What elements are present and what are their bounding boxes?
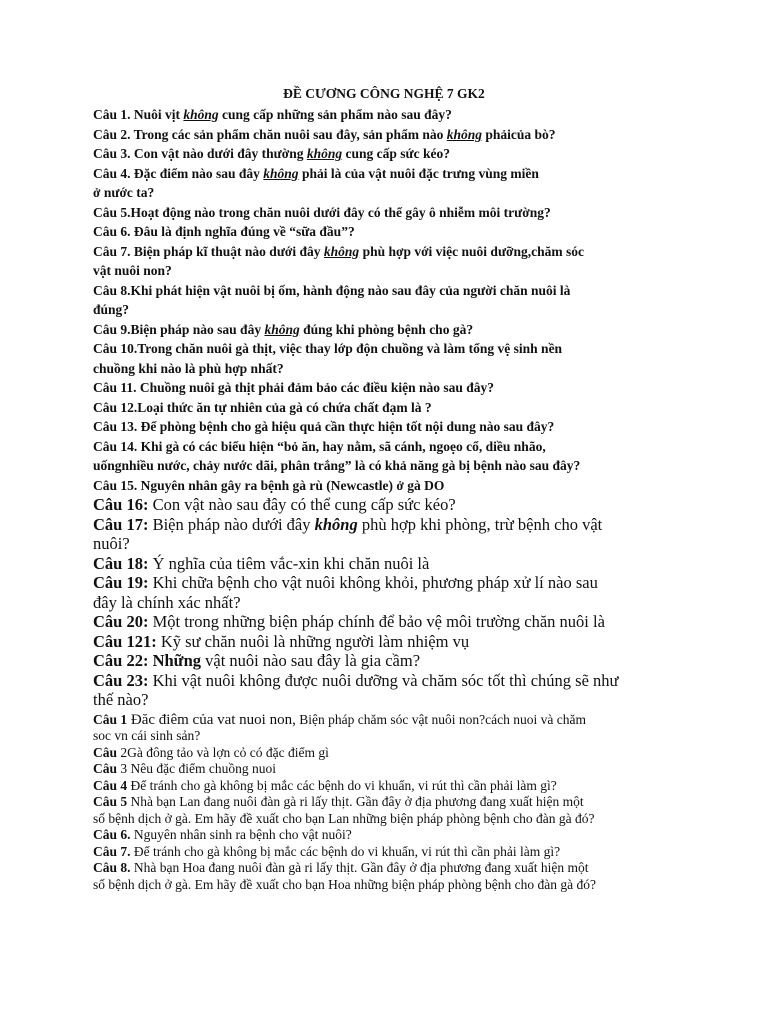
question-item <box>93 417 675 437</box>
question-text: cung cấp sức kéo? <box>342 146 450 161</box>
question-section-1 <box>93 105 675 495</box>
question-label: Câu 22: <box>93 651 149 670</box>
question-item <box>93 827 675 844</box>
question-text-continued: nuôi? <box>93 534 130 553</box>
question-item <box>93 495 675 515</box>
question-text: Câu 12.Loại thức ăn tự nhiên của gà có chứa chất đạm là ? <box>93 399 432 415</box>
question-text: 2Gà đông tảo và lợn cỏ có đặc điểm gì <box>117 744 329 760</box>
question-text-continued: chuồng khi nào là phù hợp nhất? <box>93 360 284 376</box>
question-text: cung cấp những sản phẩm nào sau đây? <box>218 107 452 122</box>
question-text: Nhà bạn Lan đang nuôi đàn gà ri lấy thịt. Gần đây ở địa phương đang xuất hiện một <box>127 794 584 809</box>
question-text: Khi chữa bệnh cho vật nuôi không khỏi, phương pháp xử lí nào sau <box>148 573 598 592</box>
question-item <box>93 339 675 378</box>
question-item <box>93 222 675 242</box>
question-text-large: Đăc điêm của vat nuoi non, <box>127 711 296 728</box>
question-item <box>93 437 675 476</box>
question-text: Con vật nào sau đây có thể cung cấp sức kéo? <box>148 495 456 514</box>
question-item <box>93 105 675 125</box>
question-item <box>93 778 675 795</box>
question-text-continued: số bệnh dịch ở gà. Em hãy đề xuất cho bạn Hoa những biện pháp phòng bệnh cho đàn gà đó? <box>93 876 596 892</box>
question-label: Câu 20: <box>93 612 149 631</box>
question-text: Câu 2. Trong các sản phẩm chăn nuôi sau đây, sản phẩm nào <box>93 126 447 142</box>
question-item <box>93 554 675 574</box>
question-text: vật nuôi nào sau đây là gia cầm? <box>201 651 421 670</box>
question-text: Kỹ sư chăn nuôi là những người làm nhiệm vụ <box>156 631 470 651</box>
document-page <box>93 84 675 893</box>
question-label: Câu 5 <box>93 794 128 809</box>
question-label: Câu 19: <box>93 573 149 592</box>
question-label: Câu 16: <box>93 495 149 514</box>
question-text: Câu 5.Hoạt động nào trong chăn nuôi dưới đây có thể gây ô nhiễm môi trường? <box>93 204 551 220</box>
question-item <box>93 712 675 745</box>
question-item <box>93 745 675 762</box>
question-item <box>93 144 675 164</box>
question-label: Câu 17: <box>93 514 149 534</box>
question-text: 3 Nêu đặc điểm chuồng nuoi <box>117 761 276 776</box>
question-item <box>93 671 675 710</box>
negation-word: không <box>263 165 299 181</box>
question-label: Câu <box>93 761 118 776</box>
negation-word: không <box>323 243 360 259</box>
question-item <box>93 612 675 632</box>
question-item <box>93 125 675 145</box>
question-item <box>93 203 675 223</box>
question-item <box>93 651 675 671</box>
question-text: Câu 8.Khi phát hiện vật nuôi bị ốm, hành động nào sau đây của người chăn nuôi là <box>93 282 571 298</box>
question-text: Một trong những biện pháp chính để bảo vệ môi trường chăn nuôi là <box>148 612 605 631</box>
question-label: Câu 1 <box>93 711 128 727</box>
question-label: Câu 18: <box>93 553 149 573</box>
question-text: Khi vật nuôi không được nuôi dưỡng và chăm sóc tốt thì chúng sẽ như <box>148 670 619 690</box>
question-text-continued: soc vn cái sinh sản? <box>93 728 201 743</box>
question-text: Biện pháp chăm sóc vật nuôi non?cách nuoi và chăm <box>295 711 587 727</box>
question-text-continued: vật nuôi non? <box>93 263 172 278</box>
question-text: phảicủa bò? <box>482 126 556 142</box>
question-text: đúng khi phòng bệnh cho gà? <box>299 321 474 337</box>
question-text: phù hợp với việc nuôi dưỡng,chăm sóc <box>359 243 585 259</box>
question-text-continued: uốngnhiều nước, chảy nước dãi, phân trắng” là có khả năng gà bị bệnh nào sau đây? <box>93 458 581 473</box>
question-item <box>93 794 675 827</box>
question-text: Biện pháp nào dưới đây <box>148 514 315 534</box>
question-text-continued: số bệnh dịch ở gà. Em hãy đề xuất cho bạn Lan những biện pháp phòng bệnh cho đàn gà đó? <box>93 810 595 826</box>
question-label: Câu 121: <box>93 631 157 651</box>
question-text: Câu 7. Biện pháp kĩ thuật nào dưới đây <box>93 243 324 259</box>
question-section-2 <box>93 495 675 710</box>
question-item <box>93 164 675 203</box>
question-text: Câu 9.Biện pháp nào sau đây <box>93 321 265 337</box>
question-label: Câu 4 <box>93 777 128 793</box>
question-text: Câu 6. Đâu là định nghĩa đúng về “sữa đầu”? <box>93 224 355 239</box>
question-text: Câu 14. Khi gà có các biểu hiện “bỏ ăn, hay nằm, sã cánh, ngoẹo cổ, diều nhão, <box>93 438 546 454</box>
question-label: Câu 23: <box>93 670 149 690</box>
question-item <box>93 398 675 418</box>
question-item <box>93 378 675 398</box>
question-label: Câu 8. <box>93 860 131 875</box>
question-item <box>93 242 675 281</box>
negation-word: không <box>183 107 219 122</box>
question-section-3 <box>93 712 675 894</box>
question-item <box>93 515 675 554</box>
question-text: Câu 3. Con vật nào dưới đây thường <box>93 146 307 161</box>
question-text: Câu 4. Đặc điểm nào sau đây <box>93 165 264 181</box>
negation-word: không <box>264 321 300 337</box>
question-text: Câu 11. Chuồng nuôi gà thịt phải đảm bảo các điều kiện nào sau đây? <box>93 380 494 395</box>
question-text: Câu 1. Nuôi vịt <box>93 107 184 122</box>
question-item <box>93 844 675 861</box>
question-text: Nguyên nhân sinh ra bệnh cho vật nuôi? <box>130 827 352 842</box>
question-item <box>93 632 675 652</box>
question-text-continued: thế nào? <box>93 690 149 709</box>
question-item <box>93 860 675 893</box>
question-item <box>93 281 675 320</box>
question-text: Câu 15. Nguyên nhân gây ra bệnh gà rù (Newcastle) ở gà DO <box>93 477 445 493</box>
negation-word: không <box>314 514 358 534</box>
question-text: Để tránh cho gà không bị mắc các bệnh do vi khuẩn, vi rút thì cần phải làm gì? <box>130 843 561 859</box>
question-item <box>93 761 675 778</box>
negation-word: không <box>446 126 483 142</box>
question-item <box>93 573 675 612</box>
negation-word: không <box>306 146 343 161</box>
question-label: Câu <box>93 744 118 760</box>
question-text: Câu 13. Để phòng bệnh cho gà hiệu quả cần thực hiện tốt nội dung nào sau đây? <box>93 419 555 434</box>
question-label: Câu 6. <box>93 827 131 842</box>
document-title: ĐỀ CƯƠNG CÔNG NGHỆ 7 GK2 <box>283 86 485 101</box>
question-text: Để tránh cho gà không bị mắc các bệnh do vi khuẩn, vi rút thì cần phải làm gì? <box>127 777 557 793</box>
question-text: Ý nghĩa của tiêm vắc-xin khi chăn nuôi là <box>148 553 430 573</box>
question-text-continued: đây là chính xác nhất? <box>93 592 241 612</box>
question-text-continued: đúng? <box>93 302 130 317</box>
question-text: Nhà bạn Hoa đang nuôi đàn gà ri lấy thịt. Gần đây ở địa phương đang xuất hiện một <box>130 860 589 875</box>
question-text: Câu 10.Trong chăn nuôi gà thịt, việc thay lớp độn chuồng và làm tổng vệ sinh nền <box>93 341 563 356</box>
question-text: phù hợp khi phòng, trừ bệnh cho vật <box>357 514 603 534</box>
emphasis-word: Những <box>148 651 202 670</box>
question-item <box>93 320 675 340</box>
question-item <box>93 476 675 496</box>
question-text-continued: ở nước ta? <box>93 185 155 200</box>
question-text: phải là của vật nuôi đặc trưng vùng miền <box>298 165 539 181</box>
question-label: Câu 7. <box>93 843 131 859</box>
